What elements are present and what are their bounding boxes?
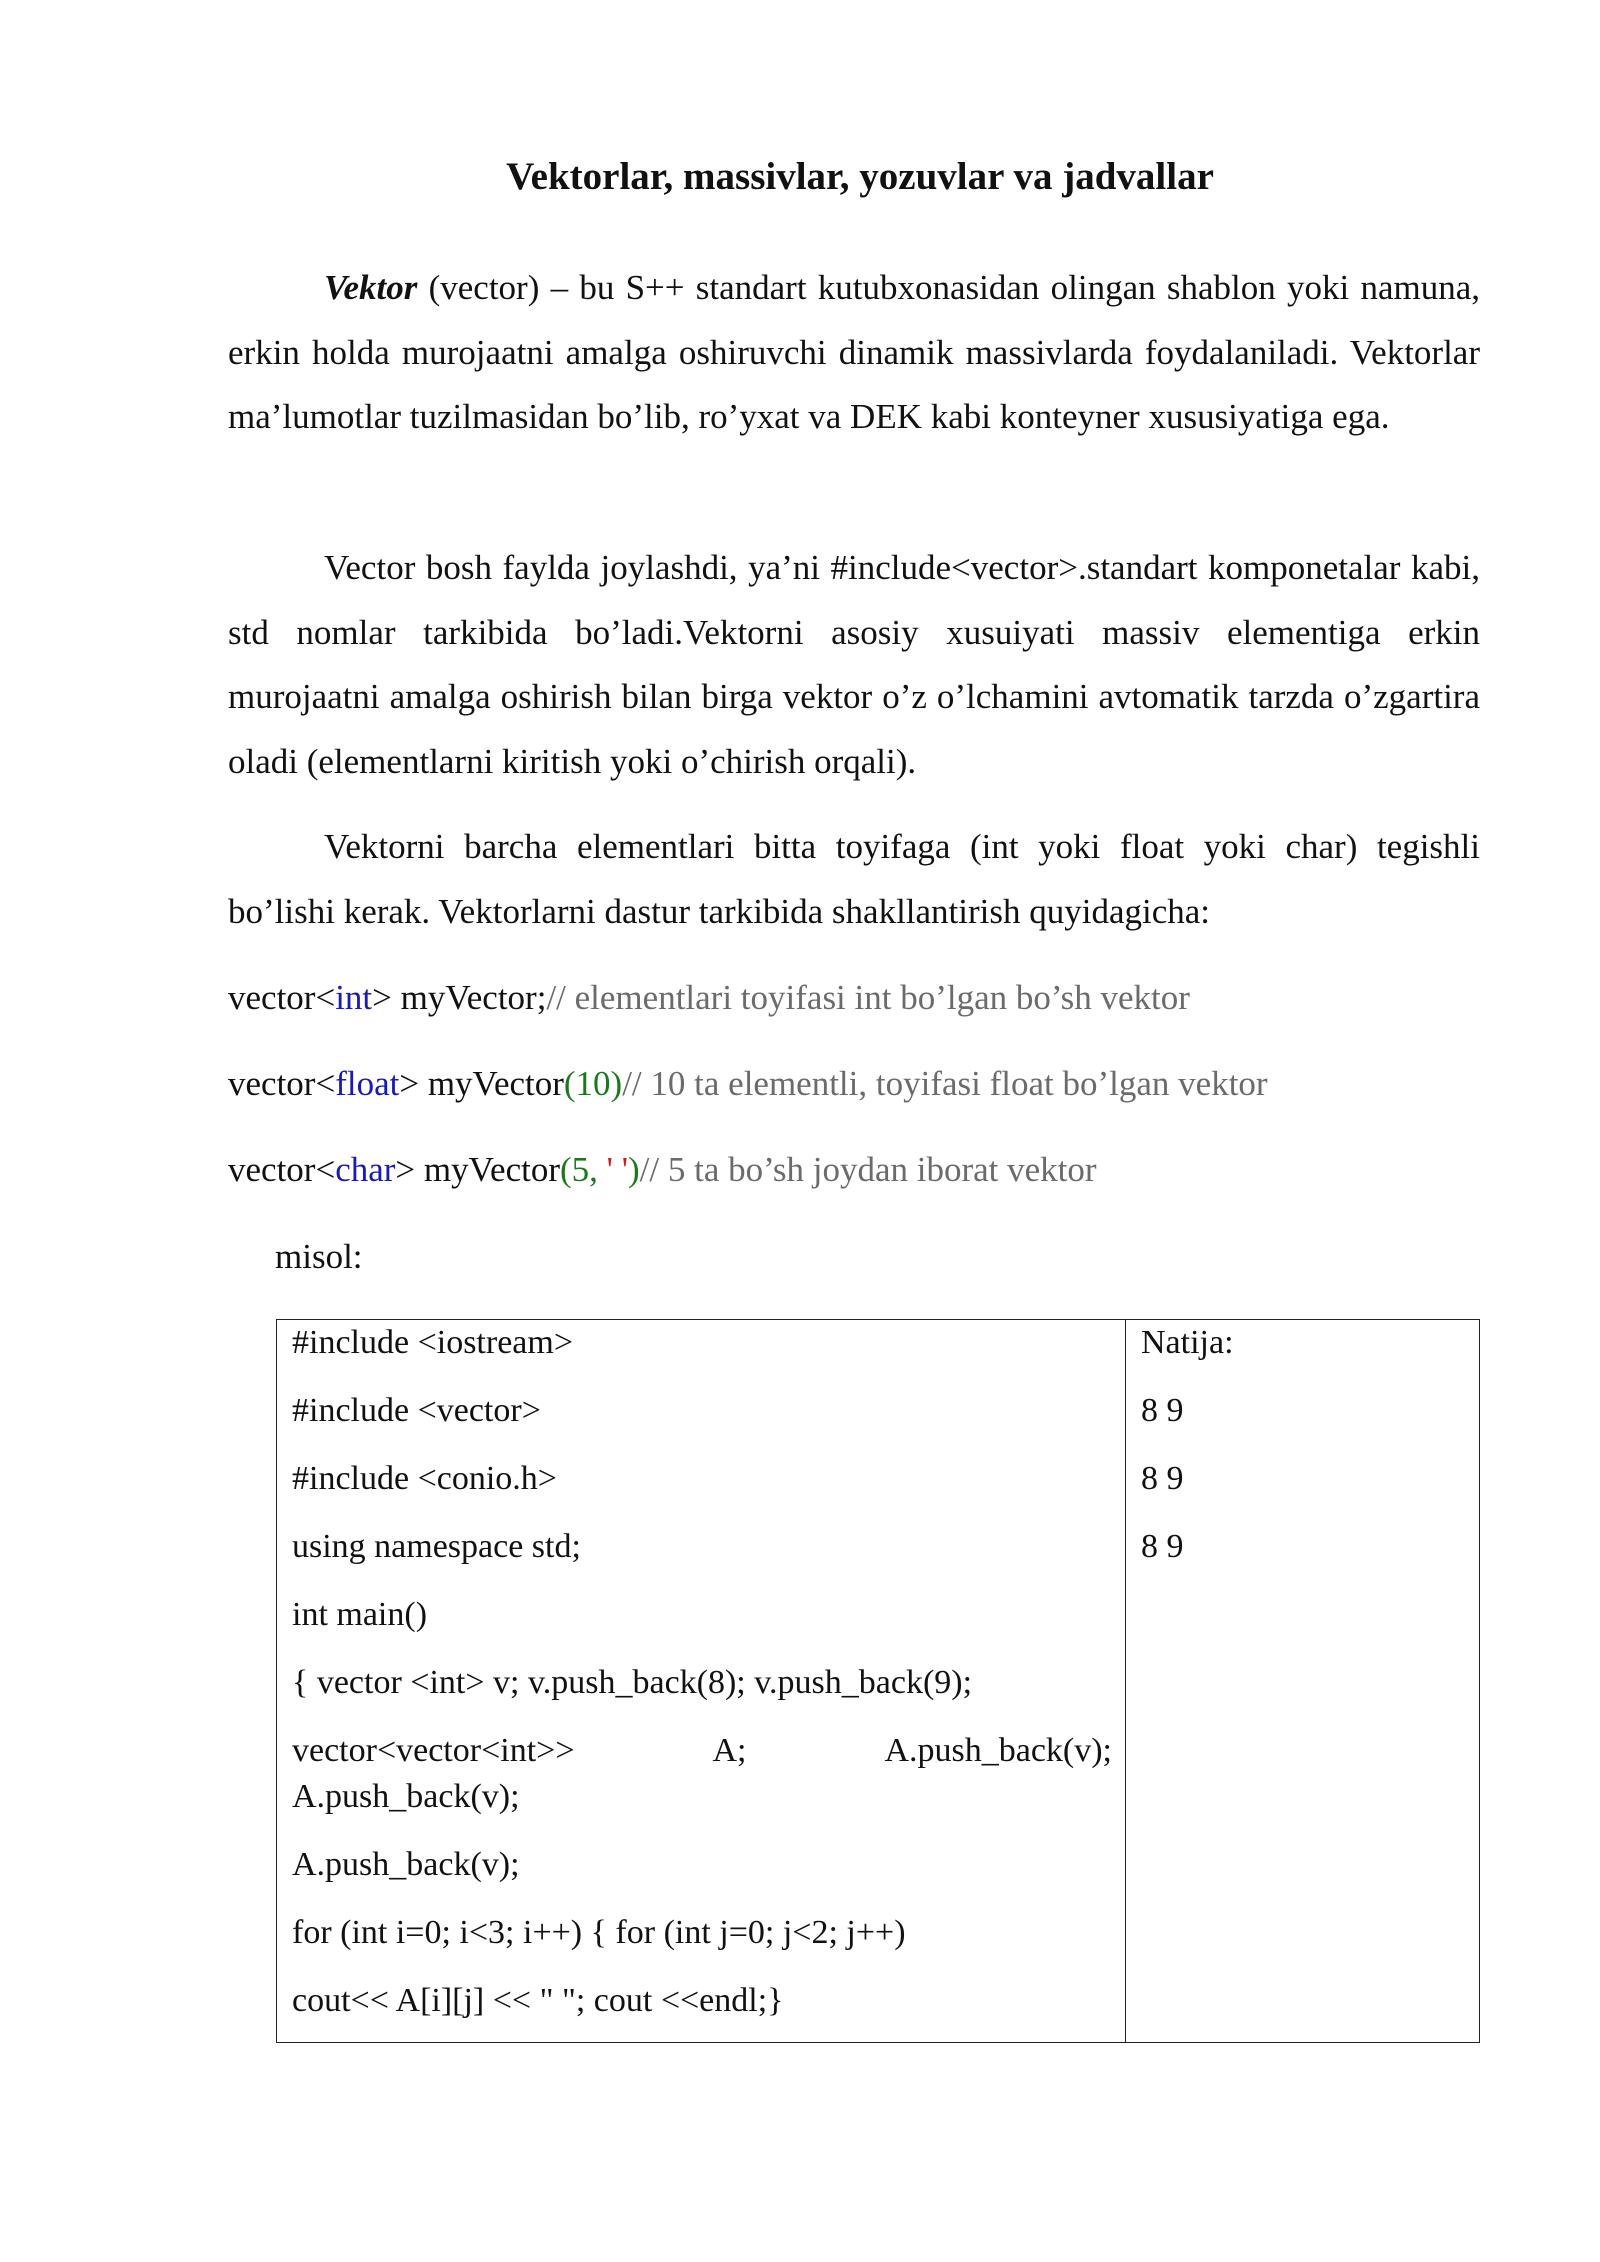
declaration-float: vector<float> myVector(10)// 10 ta elementli, toyifasi float bo’lgan vektor (228, 1064, 1268, 1103)
code-line: #include <iostream> (292, 1324, 573, 1361)
result-line: 8 9 (1141, 1528, 1184, 1565)
code-line: #include <conio.h> (292, 1460, 557, 1497)
declaration-char: vector<char> myVector(5, ' ')// 5 ta bo’sh joydan iborat vektor (228, 1150, 1097, 1189)
code-line: { vector <int> v; v.push_back(8); v.push_back(9); (292, 1664, 973, 1701)
example-label: misol: (275, 1237, 363, 1276)
code-line: for (int i=0; i<3; i++) { for (int j=0; j<2; j++) (292, 1914, 906, 1951)
term-vektor: Vektor (324, 268, 418, 307)
table-column-divider (1125, 1320, 1126, 2042)
code-line: A.push_back(v); (292, 1846, 520, 1883)
result-label: Natija: (1141, 1324, 1234, 1361)
paragraph-vector-definition (228, 256, 1480, 450)
paragraph-vector-header: Vector bosh faylda joylashdi, ya’ni #include<vector>.standart komponetalar kabi, std nomlar tarkibida bo’ladi.Vektorni asosiy xusuiyati massiv elementiga erkin murojaatni amalga oshirish bilan birga vektor o’z o’lchamini avtomatik tarzda o’zgartira oladi (elementlarni kiritish yoki o’chirish orqali). (228, 548, 1480, 781)
code-line-wrapped-continuation: A.push_back(v); (292, 1778, 520, 1815)
page-title: Vektorlar, massivlar, yozuvlar va jadvallar (506, 155, 1214, 198)
result-line: 8 9 (1141, 1460, 1184, 1497)
code-line: #include <vector> (292, 1392, 541, 1429)
code-line-wrapped: vector<vector<int>> A; A.push_back(v); (292, 1732, 1112, 1769)
code-line: int main() (292, 1596, 428, 1633)
result-line: 8 9 (1141, 1392, 1184, 1429)
code-line: using namespace std; (292, 1528, 581, 1565)
declaration-int: vector<int> myVector;// elementlari toyifasi int bo’lgan bo’sh vektor (228, 978, 1190, 1017)
code-line: cout<< A[i][j] << " "; cout <<endl;} (292, 1982, 784, 2019)
paragraph-vector-elements: Vektorni barcha elementlari bitta toyifaga (int yoki float yoki char) tegishli bo’lishi kerak. Vektorlarni dastur tarkibida shakllantirish quyidagicha: (228, 827, 1480, 931)
paragraph-vector-definition-text: (vector) – bu S++ standart kutubxonasidan olingan shablon yoki namuna, erkin holda murojaatni amalga oshiruvchi dinamik massivlarda foydalaniladi. Vektorlar ma’lumotlar tuzilmasidan bo’lib, ro’yxat va DEK kabi konteyner xususiyatiga ega. (228, 268, 1480, 436)
example-table (276, 1319, 1480, 2043)
